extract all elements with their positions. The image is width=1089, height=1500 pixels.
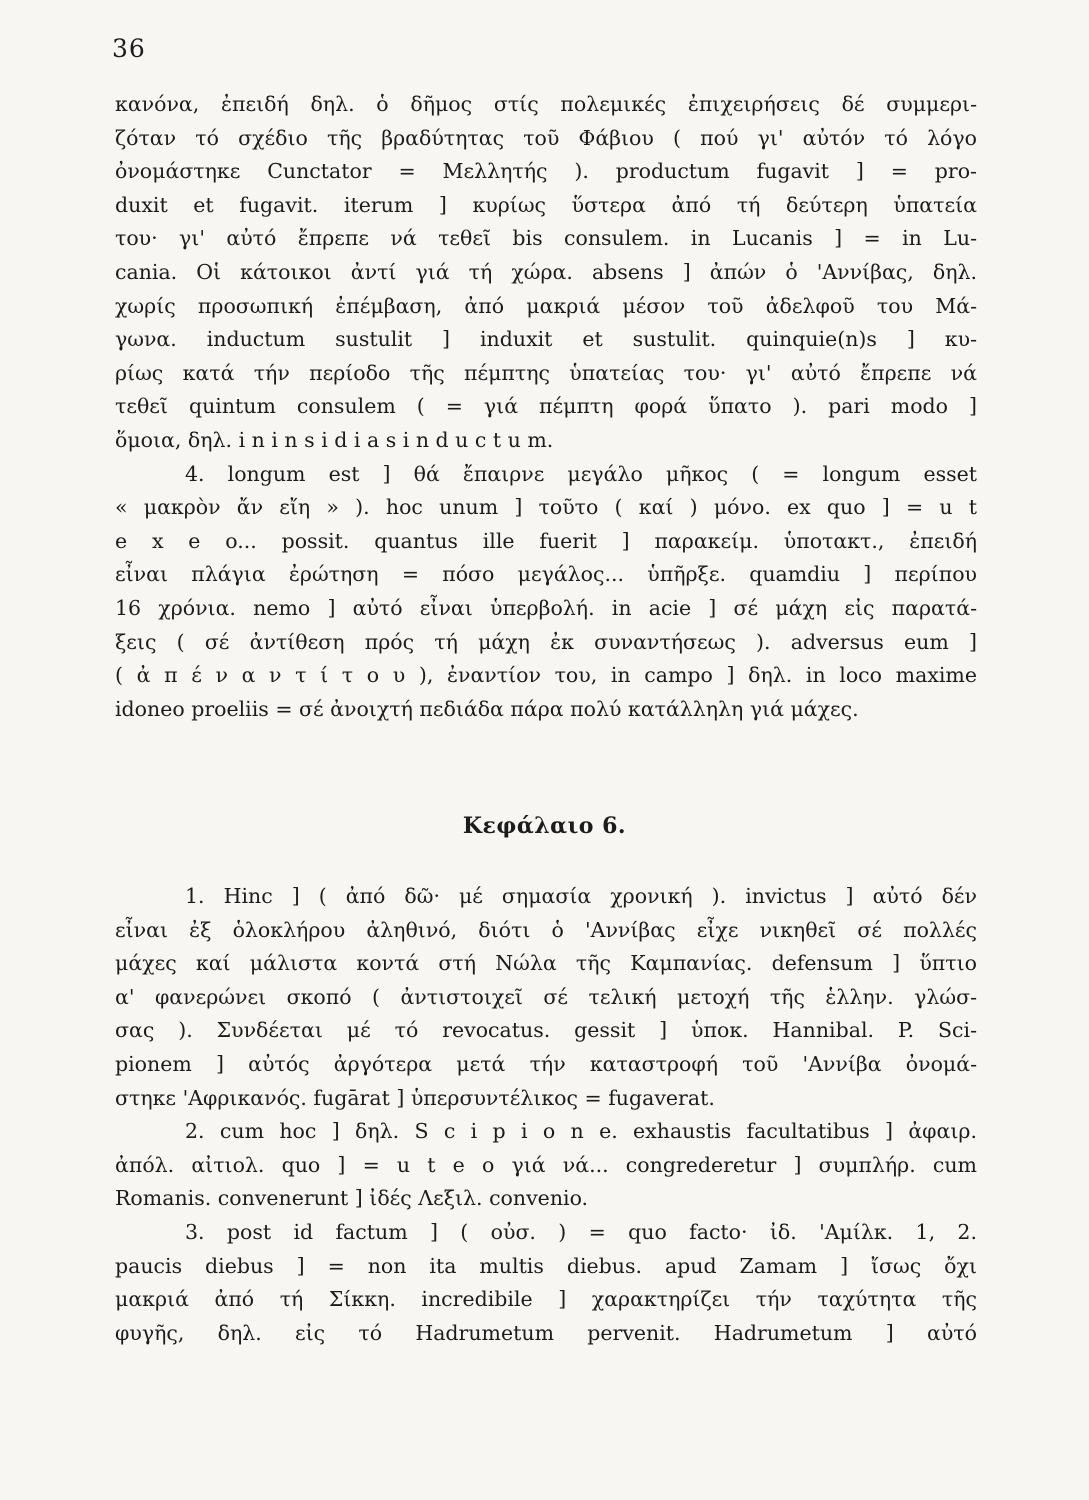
text-line: σας ). Συνδέεται μέ τό revocatus. gessit ] ὑποκ. Hannibal. P. Sci- [115,1018,977,1043]
text-line: ὅμοια, δηλ. i n i n s i d i a s i n d u c t u m. [115,427,554,452]
text-line: 3. post id factum ] ( οὐσ. ) = quo facto· ἰδ. 'Αμίλκ. 1, 2. [185,1219,977,1244]
text-line: duxit et fugavit. iterum ] κυρίως ὕστερα ἀπό τή δεύτερη ὑπατεία [115,192,977,217]
text-block-a [115,88,977,726]
text-line: Romanis. convenerunt ] ἰδές Λεξιλ. convenio. [115,1186,589,1211]
text-line: εἶναι ἐξ ὁλοκλήρου ἀληθινό, διότι ὁ 'Αννίβας εἶχε νικηθεῖ σέ πολλές [115,917,977,942]
text-line: στηκε 'Αφρικανός. fugārat ] ὑπερσυντέλικος = fugaverat. [115,1085,715,1110]
text-line: τεθεῖ quintum consulem ( = γιά πέμπτη φορά ὕπατο ). pari modo ] [115,394,977,419]
text-line: 4. longum est ] θά ἔπαιρνε μεγάλο μῆκος ( = longum esset [185,461,977,486]
text-line: paucis diebus ] = non ita multis diebus. apud Zamam ] ἴσως ὄχι [115,1253,977,1278]
text-line: α' φανερώνει σκοπό ( ἀντιστοιχεῖ σέ τελική μετοχή τῆς ἑλλην. γλώσ- [115,984,977,1009]
text-line: idoneo proeliis = σέ ἀνοιχτή πεδιάδα πάρα πολύ κατάλληλη γιά μάχες. [115,696,859,721]
text-line: χωρίς προσωπική ἐπέμβαση, ἀπό μακριά μέσον τοῦ ἀδελφοῦ του Μά- [115,293,977,318]
text-line: ἀπόλ. αἰτιολ. quo ] = u t e o γιά νά... congrederetur ] συμπλήρ. cum [115,1152,977,1177]
text-line: « μακρὸν ἄν εἴη » ). hoc unum ] τοῦτο ( καί ) μόνο. ex quo ] = u t [115,495,977,520]
text-line: 2. cum hoc ] δηλ. S c i p i o n e. exhaustis facultatibus ] ἀφαιρ. [185,1119,977,1144]
text-line: ζόταν τό σχέδιο τῆς βραδύτητας τοῦ Φάβιου ( πού γι' αὐτόν τό λόγο [115,125,977,150]
text-line: ξεις ( σέ ἀντίθεση πρός τή μάχη ἐκ συναντήσεως ). adversus eum ] [115,629,977,654]
page-number: 36 [112,34,146,63]
text-line: μακριά ἀπό τή Σίκκη. incredibile ] χαρακτηρίζει τήν ταχύτητα τῆς [115,1287,977,1312]
text-line: μάχες καί μάλιστα κοντά στή Νώλα τῆς Καμπανίας. defensum ] ὕπτιο [115,951,977,976]
text-line: pionem ] αὐτός ἀργότερα μετά τήν καταστροφή τοῦ 'Αννίβα ὀνομά- [115,1051,977,1076]
text-line: ρίως κατά τήν περίοδο τῆς πέμπτης ὑπατείας του· γι' αὐτό ἔπρεπε νά [115,360,977,385]
text-line: κανόνα, ἐπειδή δηλ. ὁ δῆμος στίς πολεμικές ἐπιχειρήσεις δέ συμμερι- [115,92,977,116]
text-line: cania. Οἱ κάτοικοι ἀντί γιά τή χώρα. absens ] ἀπών ὁ 'Αννίβας, δηλ. [115,259,977,284]
text-line: 1. Hinc ] ( ἀπό δῶ· μέ σημασία χρονική ). invictus ] αὐτό δέν [185,884,977,908]
chapter-heading: Κεφάλαιο 6. [462,813,627,839]
text-line: εἶναι πλάγια ἐρώτηση = πόσο μεγάλος... ὑπῆρξε. quamdiu ] περίπου [115,562,977,587]
text-line: ὀνομάστηκε Cunctator = Μελλητής ). productum fugavit ] = pro- [115,159,977,184]
text-line: e x e o... possit. quantus ille fuerit ] παρακείμ. ὑποτακτ., ἐπειδή [115,528,977,553]
text-block-b [115,880,977,1350]
text-line: του· γι' αὐτό ἔπρεπε νά τεθεῖ bis consulem. in Lucanis ] = in Lu- [115,226,977,251]
text-line: φυγῆς, δηλ. εἰς τό Hadrumetum pervenit. Hadrumetum ] αὐτό [115,1320,977,1345]
text-line: 16 χρόνια. nemo ] αὐτό εἶναι ὑπερβολή. in acie ] σέ μάχη εἰς παρατά- [115,595,977,620]
text-line: γωνα. inductum sustulit ] induxit et sustulit. quinquie(n)s ] κυ- [115,327,977,352]
text-line: ( ἀ π έ ν α ν τ ί τ ο υ ), ἐναντίον του, in campo ] δηλ. in loco maxime [115,663,977,688]
